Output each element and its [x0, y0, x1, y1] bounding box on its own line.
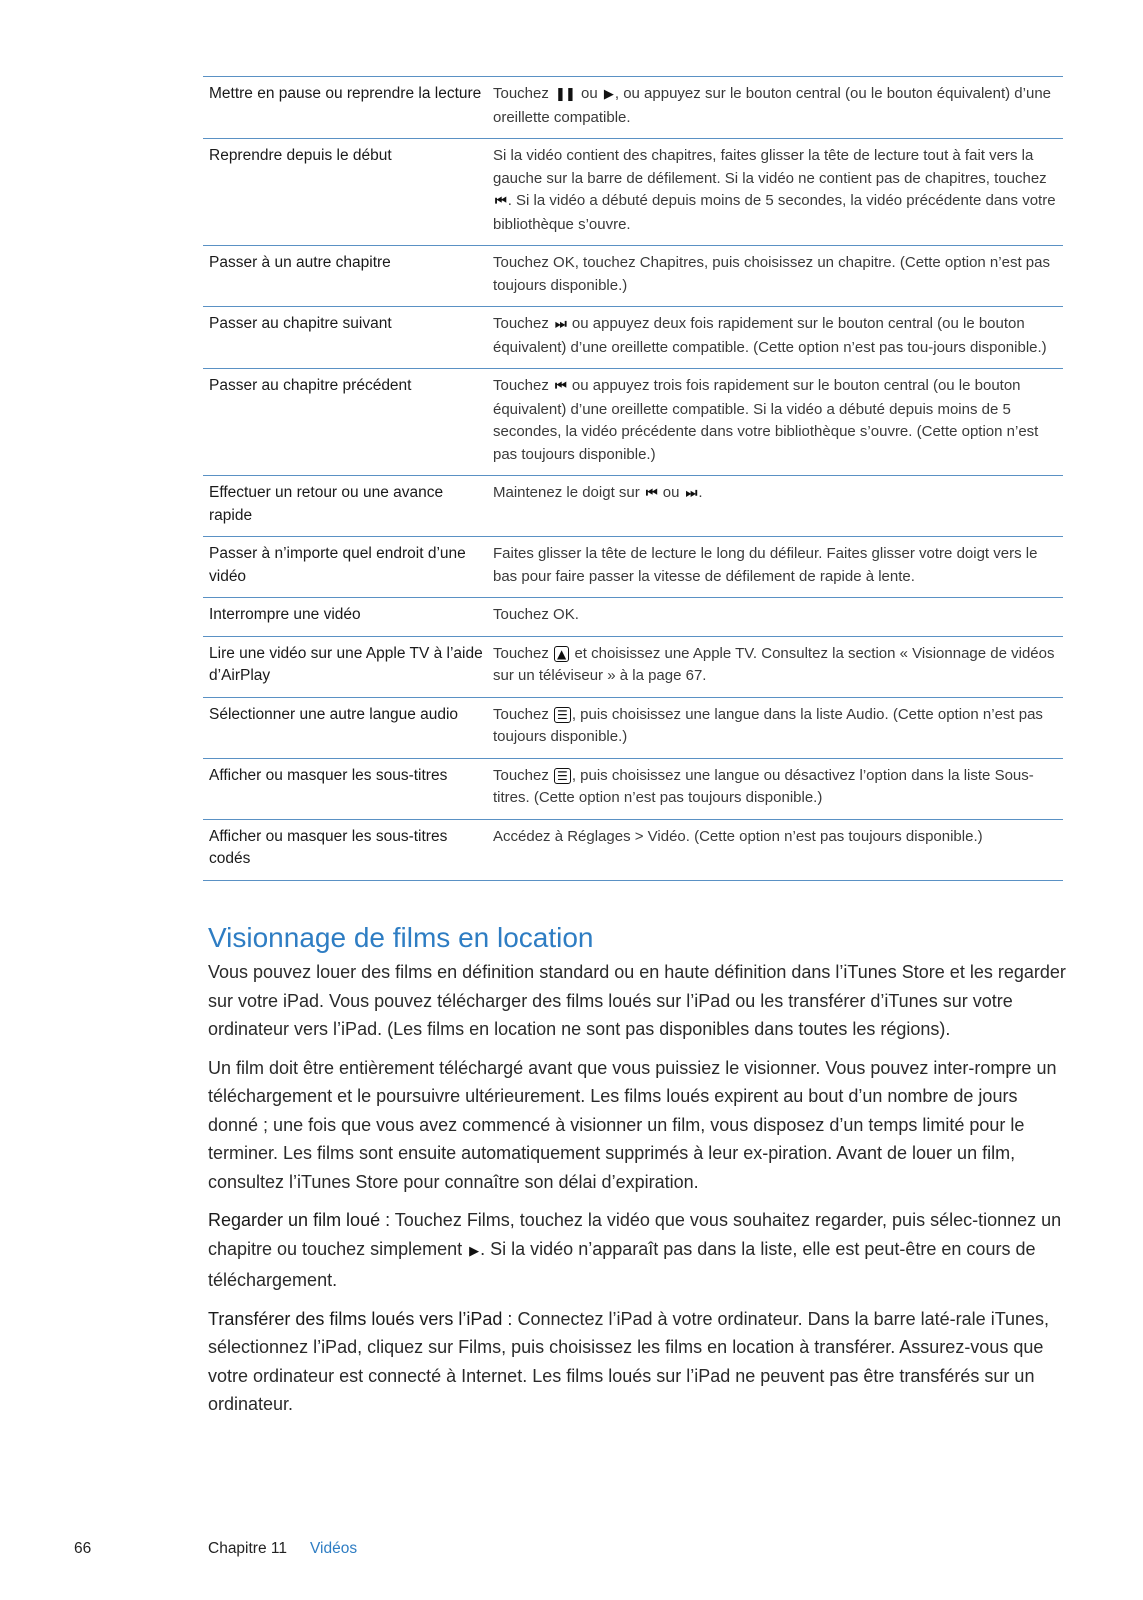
action-cell: Interrompre une vidéo	[209, 606, 361, 623]
description-text: Accédez à Réglages > Vidéo. (Cette option n’est pas toujours disponible.)	[493, 827, 983, 845]
table-row	[203, 139, 1063, 246]
description-text: .	[698, 484, 703, 501]
description-text: , ou appuyez sur le bouton central (ou le bouton équivalent) d’une oreillette compatible.	[493, 85, 1052, 126]
action-cell: Passer au chapitre suivant	[209, 315, 392, 332]
description-cell	[493, 313, 1063, 359]
previous-chapter-icon: ⏮	[645, 486, 657, 501]
description-text: et choisissez une Apple TV. Consultez la section « Visionnage de vidéos sur un téléviseur » à la page 67.	[493, 644, 1055, 684]
paragraph-3	[208, 1206, 1068, 1295]
speech-bubble-icon: ☰	[554, 768, 571, 784]
description-cell	[493, 604, 1063, 627]
description-cell	[493, 375, 1063, 466]
controls-table	[203, 76, 1063, 881]
description-cell	[493, 482, 1063, 527]
description-cell	[493, 765, 1063, 810]
table-row	[203, 369, 1063, 476]
action-cell: Reprendre depuis le début	[209, 147, 392, 164]
paragraph-3-lead: Regarder un film loué :	[208, 1210, 391, 1230]
action-cell: Afficher ou masquer les sous-titres codés	[209, 827, 448, 867]
paragraph-1: Vous pouvez louer des films en définition standard ou en haute définition dans l’iTunes Store et les regarder sur votre iPad. Vous pouvez télécharger des films loués sur l’iPad ou les transférer d’iTunes sur votre ordinateur vers l’iPad. (Les films en location ne sont pas disponibles dans toutes les régions).	[208, 962, 1066, 1039]
paragraph-4-text: Connectez l’iPad à votre ordinateur. Dans la barre laté-rale iTunes, sélectionnez l’iPad, cliquez sur Films, puis choisissez les films en location à transférer. Assurez-vous que votre ordinateur est connecté à Internet. Les films loués sur l’iPad ne peuvent pas être transférés sur un ordinateur.	[208, 1308, 1050, 1414]
table-row	[203, 637, 1063, 698]
description-text: , puis choisissez une langue ou désactivez l’option dans la liste Sous-titres. (Cette option n’est pas toujours disponible.)	[493, 766, 1034, 806]
paragraph-4	[208, 1305, 1068, 1419]
next-chapter-icon: ⏭	[555, 317, 566, 332]
paragraph-4-lead: Transférer des films loués vers l’iPad :	[208, 1308, 513, 1329]
description-text: Touchez	[493, 85, 554, 102]
chapter-label: Chapitre 11	[208, 1540, 287, 1557]
section-title: Visionnage de films en location	[208, 922, 594, 953]
description-text: , puis choisissez une langue dans la liste Audio. (Cette option n’est pas toujours disponible.)	[493, 705, 1043, 745]
action-cell: Passer au chapitre précédent	[209, 377, 412, 394]
description-cell	[493, 252, 1063, 297]
description-text: Touchez	[493, 644, 554, 662]
paragraph-3-text-b: . Si la vidéo n’apparaît pas dans la liste, elle est peut-être en cours de téléchargement.	[208, 1238, 1036, 1290]
description-text: ou appuyez deux fois rapidement sur le bouton central (ou le bouton équivalent) d’une oreillette compatible. (Cette option n’est pas tou-jours disponible.)	[493, 315, 1047, 356]
action-cell: Mettre en pause ou reprendre la lecture	[209, 85, 482, 102]
pause-icon: ❚❚	[555, 87, 575, 102]
description-cell	[493, 543, 1063, 588]
description-text: ou	[576, 85, 602, 102]
action-cell: Lire une vidéo sur une Apple TV à l’aide d’AirPlay	[209, 644, 483, 684]
description-cell	[493, 826, 1063, 871]
previous-chapter-icon: ⏮	[555, 379, 566, 394]
chapter-name-link[interactable]: Vidéos	[310, 1540, 358, 1557]
table-row	[203, 820, 1063, 881]
action-cell: Passer à n’importe quel endroit d’une vidéo	[209, 545, 466, 585]
description-text: Touchez OK, touchez Chapitres, puis choisissez un chapitre. (Cette option n’est pas toujours disponible.)	[493, 254, 1050, 294]
airplay-icon: ▲	[554, 646, 569, 662]
description-cell	[493, 83, 1063, 129]
action-cell: Passer à un autre chapitre	[209, 254, 391, 271]
action-cell: Sélectionner une autre langue audio	[209, 705, 459, 723]
description-text: Touchez	[493, 377, 554, 394]
description-text: . Si la vidéo a débuté depuis moins de 5 secondes, la vidéo précédente dans votre bibliothèque s’ouvre.	[493, 192, 1056, 233]
next-chapter-icon: ⏭	[685, 486, 697, 501]
table-row	[203, 307, 1063, 369]
description-text: ou	[658, 484, 684, 501]
description-text: Touchez	[493, 705, 554, 723]
table-row	[203, 598, 1063, 637]
table-row	[203, 476, 1063, 537]
table-row	[203, 77, 1063, 139]
description-cell	[493, 643, 1063, 688]
description-text: Faites glisser la tête de lecture le long du défileur. Faites glisser votre doigt vers le bas pour faire passer la vitesse de défilement de rapide à lente.	[493, 545, 1038, 585]
description-text: Touchez OK.	[493, 606, 579, 623]
table-row	[203, 759, 1063, 820]
table-row	[203, 246, 1063, 307]
description-text: Touchez	[493, 315, 554, 332]
previous-chapter-icon: ⏮	[495, 194, 506, 209]
table-row	[203, 698, 1063, 759]
paragraph-3-text-a: Touchez Films, touchez la vidéo que vous souhaitez regarder, puis sélec-tionnez un chapitre ou touchez simplement	[208, 1210, 1062, 1259]
play-icon: ▶	[469, 1243, 479, 1259]
action-cell: Afficher ou masquer les sous-titres	[209, 766, 448, 784]
paragraph-2: Un film doit être entièrement téléchargé avant que vous puissiez le visionner. Vous pouvez inter-rompre un téléchargement et le poursuivre ultérieurement. Les films loués expirent au bout d’un nombre de jours donné ; une fois que vous avez commencé à visionner un film, vous disposez d’un temps limité pour le terminer. Les films sont ensuite automatiquement supprimés à leur ex-piration. Avant de louer un film, consultez l’iTunes Store pour connaître son délai d’expiration.	[208, 1057, 1057, 1192]
play-icon: ▶	[603, 87, 613, 102]
description-cell	[493, 704, 1063, 749]
description-text: Maintenez le doigt sur	[493, 484, 644, 501]
description-text: Touchez	[493, 766, 554, 784]
section-body	[208, 958, 1068, 1429]
description-text: ou appuyez trois fois rapidement sur le bouton central (ou le bouton équivalent) d’une oreillette compatible. Si la vidéo a débuté depuis moins de 5 secondes, la vidéo précédente dans votre bibliothèque s’ouvre. (Cette option n’est pas toujours disponible.)	[493, 377, 1039, 463]
action-cell: Effectuer un retour ou une avance rapide	[209, 484, 444, 524]
page-number: 66	[74, 1540, 92, 1557]
speech-bubble-icon: ☰	[554, 707, 571, 723]
table-row	[203, 537, 1063, 598]
description-cell	[493, 145, 1063, 236]
description-text: Si la vidéo contient des chapitres, faites glisser la tête de lecture tout à fait vers la gauche sur la barre de défilement. Si la vidéo ne contient pas de chapitres, touchez	[493, 147, 1047, 187]
